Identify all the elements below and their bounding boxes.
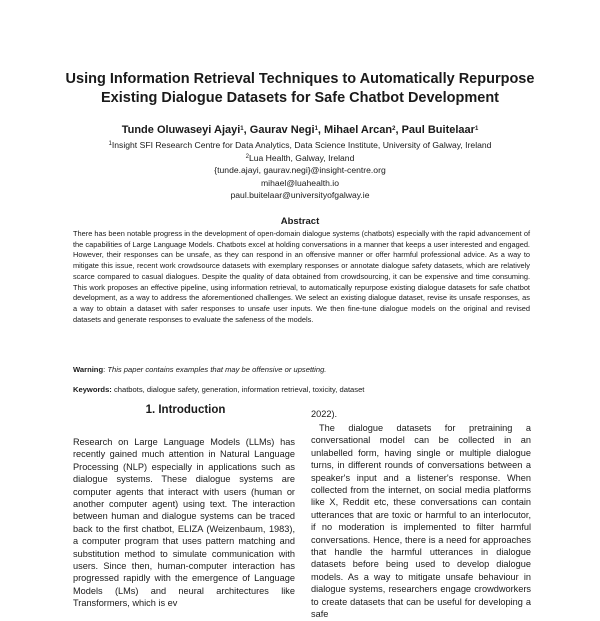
left-column-text: Research on Large Language Models (LLMs) has recently gained much attention in Natural Language Processing (NLP) especially in applications such as dialogue systems. These dialogue systems are computer agents that interact with users (human or another computer agent) using text. The interaction between human and dialogue systems can be traced back to the first chatbot, ELIZA (Weizenbaum, 1983), a computer program that uses pattern matching and substitution method to simulate communication with users. Since then, human-computer interaction has progressed rapidly with the emergence of Language Models (LMs) and neural architectures like Transformers, which is ev [73, 437, 295, 609]
author-list: Tunde Oluwaseyi Ajayi$^1$, Gaurav Negi$^1$, Mihael Arcan$^2$, Paul Buitelaar$^1$ [121, 124, 479, 136]
warning-label: Warning [73, 365, 104, 374]
affiliation-text: Lua Health, Galway, Ireland [248, 152, 355, 163]
section-heading-introduction: 1. Introduction [145, 404, 226, 416]
abstract-text: There has been notable progress in the development of open-domain dialogue systems (chatbots) especially with the rapid advancement of the capabilities of Large Language Models. Chatbots excel at holding conversations in a manner that keeps a user interested and engaged. However, their responses can be unsafe, as they can respond in an offensive manner or offer harmful professional advice. As a way to mitigate this issue, recent work crowdsource datasets with exemplary responses or annotate dialogue safety datasets, which are relatively scarce compared to casual dialogues. Despite the quality of data obtained from crowdsourcing, it can be expensive and time consuming. This work proposes an effective pipeline, using information retrieval, to automatically repurpose existing dialogue datasets for safe chatbot development, as a way to address the aforementioned challenges. We select an existing dialogue dataset, revise its unsafe responses, as a way to obtain a dataset with safer responses to unsafe user inputs. We then fine-tune dialogue models on the original and revised datasets and generate responses to evaluate the safeness of the models. [73, 229, 530, 324]
author-name: Paul Buitelaar [401, 124, 475, 136]
affiliation-2 [30, 152, 570, 165]
author-affiliation-mark: 2 [392, 126, 396, 132]
author-name: Mihael Arcan [324, 124, 393, 136]
author-affiliation-mark: 1 [474, 126, 479, 132]
author-name: Tunde Oluwaseyi Ajayi [121, 124, 241, 136]
keywords-label: Keywords: [73, 385, 112, 394]
abstract-heading: Abstract [280, 216, 320, 227]
author-name: Gaurav Negi [249, 124, 315, 136]
right-column-text: The dialogue datasets for pretraining a conversational model can be collected in an unlabelled form, having single or multiple dialogue turns, in different rounds of conversations between a speaker's input and a listener's response. When collected from the internet, on social media platforms like X, Reddit etc, these conversations can contain utterances that are toxic or harmful to an interlocutor, if no moderation is implemented to filter harmful conversations. Hence, there is a need for approaches that handle the harmful utterances in dialogue datasets before being used to develop dialogue models. As a way to mitigate unsafe behaviour in dialogue systems, researchers engage crowdworkers to create datasets that can be useful for developing a safe [311, 423, 531, 620]
author-affiliation-mark: 1 [240, 126, 244, 132]
keywords [73, 385, 533, 394]
title-line-1: Using Information Retrieval Techniques to Automatically Repurpose [65, 71, 535, 87]
warning-text: This paper contains examples that may be offensive or upsetting. [107, 365, 327, 374]
affiliation-mark: 2 [245, 153, 249, 160]
affiliation-mark: 1 [108, 141, 112, 147]
content-warning: Warning: This paper contains examples that may be offensive or upsetting. [73, 365, 327, 374]
affiliation-text: Insight SFI Research Centre for Data Analytics, Data Science Institute, University of Galway, Ireland [111, 140, 492, 150]
right-column-continuation: 2022). [311, 409, 338, 419]
affiliation-1 [30, 139, 570, 152]
title-line-2: Existing Dialogue Datasets for Safe Chatbot Development [100, 90, 500, 106]
email-2: mihael@luahealth.io [261, 177, 339, 188]
paper-title [40, 70, 560, 108]
email-1: {tunde.ajayi, gaurav.negi}@insight-centre.org [214, 165, 386, 176]
email-3: paul.buitelaar@universityofgalway.ie [230, 190, 370, 201]
affiliations [30, 139, 570, 202]
author-affiliation-mark: 1 [314, 126, 318, 132]
keywords-text: chatbots, dialogue safety, generation, information retrieval, toxicity, dataset [113, 385, 365, 394]
